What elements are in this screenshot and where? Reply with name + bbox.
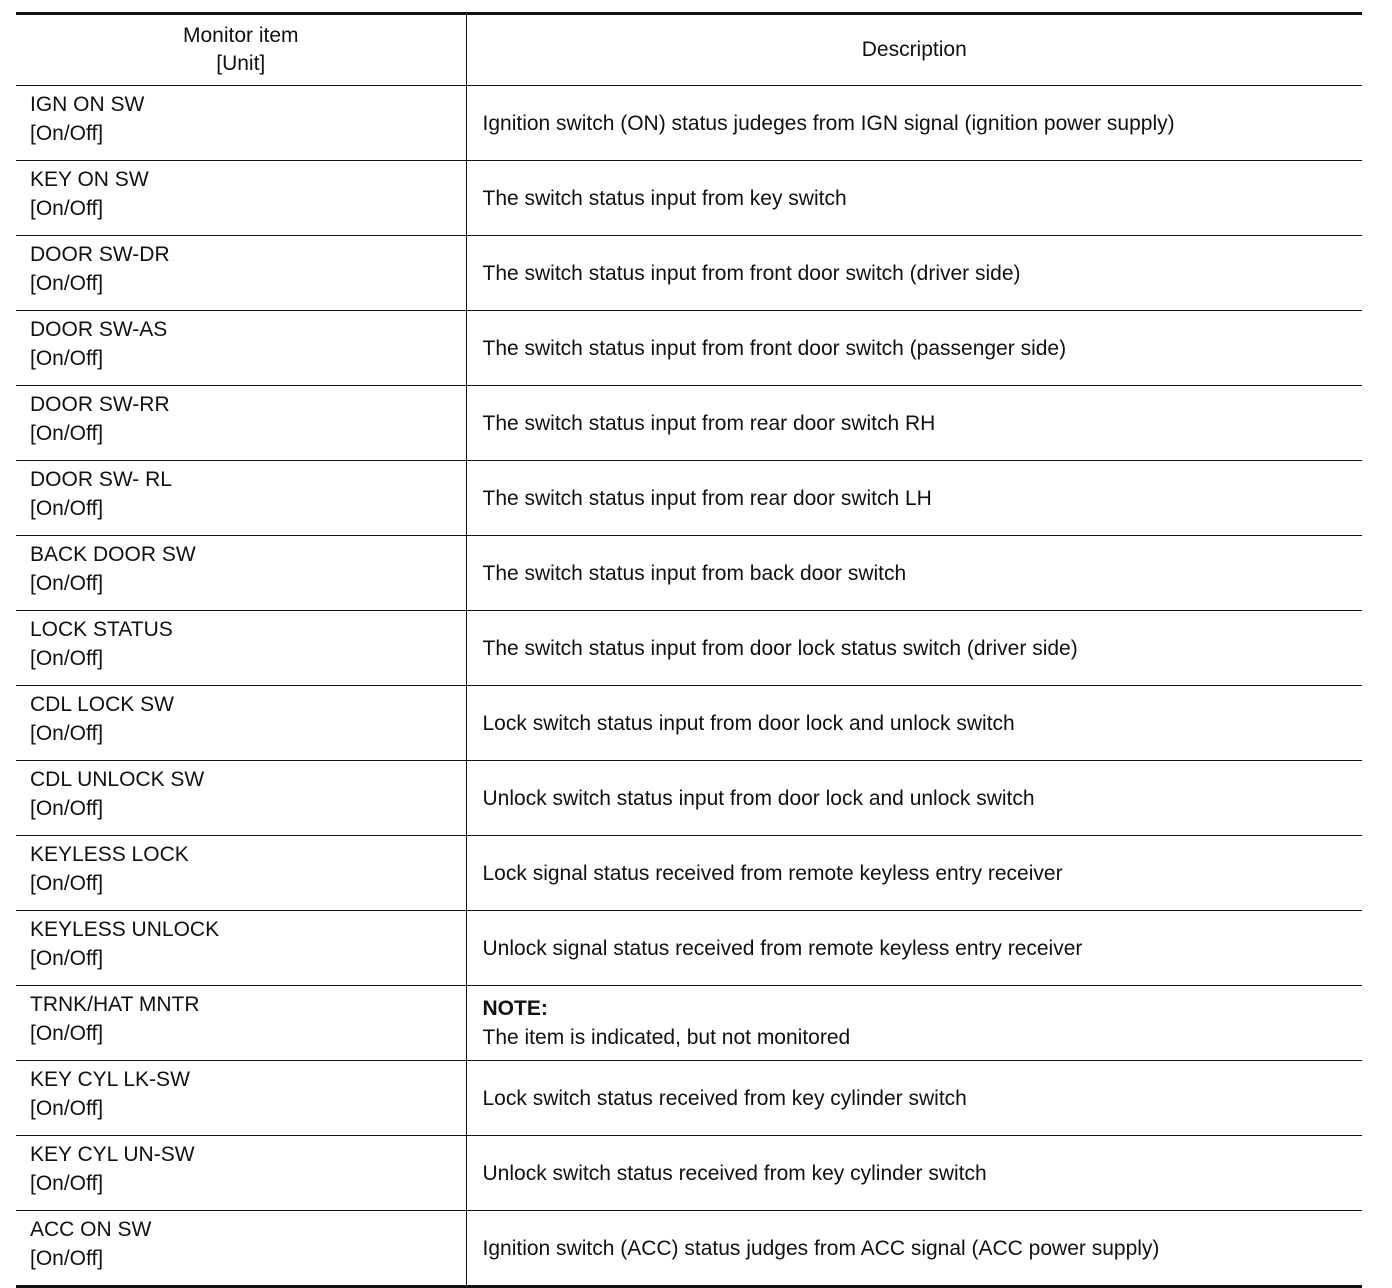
description-cell — [466, 536, 1362, 611]
monitor-item-name: LOCK STATUS — [30, 618, 173, 641]
monitor-item-name: KEY CYL LK-SW — [30, 1068, 190, 1091]
monitor-item-cell — [16, 686, 466, 761]
monitor-item-name: CDL UNLOCK SW — [30, 768, 205, 791]
monitor-item-name: DOOR SW-DR — [30, 243, 170, 266]
table-row — [16, 686, 1362, 761]
description-cell — [466, 86, 1362, 161]
monitor-item-name: IGN ON SW — [30, 93, 145, 116]
table-header-row — [16, 14, 1362, 86]
monitor-item-cell — [16, 386, 466, 461]
monitor-item-name: DOOR SW- RL — [30, 468, 172, 491]
description-cell — [466, 986, 1362, 1061]
description-text: Unlock switch status received from key cylinder switch — [482, 1161, 987, 1185]
table-row — [16, 611, 1362, 686]
monitor-item-cell — [16, 836, 466, 911]
monitor-item-cell — [16, 536, 466, 611]
table-row — [16, 536, 1362, 611]
monitor-item-name: DOOR SW-RR — [30, 393, 170, 416]
monitor-item-cell — [16, 611, 466, 686]
monitor-item-cell — [16, 161, 466, 236]
description-text: Lock switch status received from key cylinder switch — [482, 1086, 967, 1110]
description-cell — [466, 1211, 1362, 1287]
table-body — [16, 86, 1362, 1287]
monitor-item-name: CDL LOCK SW — [30, 693, 174, 716]
table-row — [16, 1211, 1362, 1287]
description-cell — [466, 761, 1362, 836]
monitor-item-unit: [On/Off] — [30, 347, 104, 370]
description-text: The item is indicated, but not monitored — [482, 1026, 851, 1049]
monitor-item-unit: [On/Off] — [30, 497, 104, 520]
monitor-item-cell — [16, 311, 466, 386]
description-text: Lock signal status received from remote keyless entry receiver — [482, 861, 1063, 885]
description-text: The switch status input from rear door switch LH — [482, 486, 932, 510]
monitor-item-name: BACK DOOR SW — [30, 543, 196, 566]
monitor-item-name: DOOR SW-AS — [30, 318, 168, 341]
description-text: The switch status input from front door switch (passenger side) — [482, 336, 1067, 360]
monitor-item-unit: [On/Off] — [30, 872, 104, 895]
description-text: The switch status input from rear door switch RH — [482, 411, 936, 435]
monitor-item-unit: [On/Off] — [30, 947, 104, 970]
monitor-item-table — [16, 12, 1362, 1288]
description-cell — [466, 836, 1362, 911]
table-row — [16, 1061, 1362, 1136]
monitor-item-cell — [16, 461, 466, 536]
description-text: The switch status input from key switch — [482, 186, 847, 210]
table-row — [16, 236, 1362, 311]
table-row — [16, 986, 1362, 1061]
note-label: NOTE: — [482, 997, 548, 1020]
table-row — [16, 836, 1362, 911]
description-cell — [466, 1061, 1362, 1136]
monitor-item-unit: [On/Off] — [30, 1247, 104, 1270]
header-description: Description — [466, 14, 1362, 86]
monitor-item-cell — [16, 1211, 466, 1287]
description-cell — [466, 161, 1362, 236]
monitor-item-unit: [On/Off] — [30, 197, 104, 220]
description-text: The switch status input from door lock status switch (driver side) — [482, 636, 1078, 660]
monitor-item-unit: [On/Off] — [30, 647, 104, 670]
monitor-item-unit: [On/Off] — [30, 122, 104, 145]
description-cell — [466, 1136, 1362, 1211]
description-text: Lock switch status input from door lock and unlock switch — [482, 711, 1015, 735]
header-monitor-item-label: Monitor item — [182, 24, 299, 47]
table-row — [16, 461, 1362, 536]
table-row — [16, 86, 1362, 161]
description-text: Ignition switch (ACC) status judges from ACC signal (ACC power supply) — [482, 1236, 1160, 1260]
monitor-item-unit: [On/Off] — [30, 422, 104, 445]
description-text: The switch status input from back door switch — [482, 561, 907, 585]
monitor-item-cell — [16, 911, 466, 986]
monitor-item-unit: [On/Off] — [30, 572, 104, 595]
description-cell — [466, 911, 1362, 986]
table-row — [16, 911, 1362, 986]
monitor-item-name: KEY CYL UN-SW — [30, 1143, 195, 1166]
monitor-item-unit: [On/Off] — [30, 722, 104, 745]
monitor-item-unit: [On/Off] — [30, 1097, 104, 1120]
monitor-item-cell — [16, 86, 466, 161]
description-text: Ignition switch (ON) status judeges from IGN signal (ignition power supply) — [482, 111, 1175, 135]
table-row — [16, 311, 1362, 386]
monitor-item-name: KEYLESS LOCK — [30, 843, 189, 866]
monitor-item-cell — [16, 1061, 466, 1136]
description-text: The switch status input from front door switch (driver side) — [482, 261, 1021, 285]
table-row — [16, 386, 1362, 461]
description-text: Unlock signal status received from remote keyless entry receiver — [482, 936, 1083, 960]
monitor-item-unit: [On/Off] — [30, 797, 104, 820]
table-row — [16, 761, 1362, 836]
description-cell — [466, 461, 1362, 536]
monitor-item-cell — [16, 1136, 466, 1211]
monitor-item-name: TRNK/HAT MNTR — [30, 993, 200, 1016]
description-cell — [466, 386, 1362, 461]
monitor-item-cell — [16, 986, 466, 1061]
header-unit-label: [Unit] — [216, 52, 266, 75]
monitor-item-name: KEY ON SW — [30, 168, 149, 191]
description-cell — [466, 236, 1362, 311]
table-row — [16, 1136, 1362, 1211]
monitor-item-cell — [16, 236, 466, 311]
monitor-item-unit: [On/Off] — [30, 272, 104, 295]
monitor-item-cell — [16, 761, 466, 836]
description-cell — [466, 611, 1362, 686]
monitor-item-name: ACC ON SW — [30, 1218, 152, 1241]
description-text: Unlock switch status input from door lock and unlock switch — [482, 786, 1035, 810]
header-monitor-item — [16, 14, 466, 86]
description-cell — [466, 311, 1362, 386]
table-row — [16, 161, 1362, 236]
description-cell — [466, 686, 1362, 761]
monitor-item-name: KEYLESS UNLOCK — [30, 918, 220, 941]
monitor-item-unit: [On/Off] — [30, 1172, 104, 1195]
monitor-item-unit: [On/Off] — [30, 1022, 104, 1045]
